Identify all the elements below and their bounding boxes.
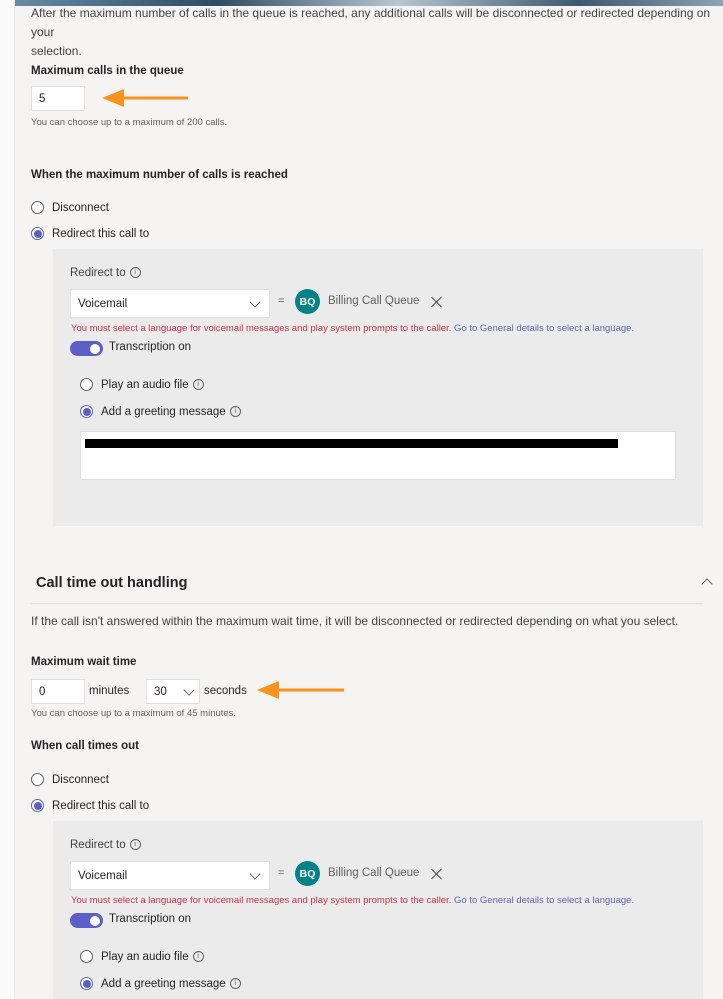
section-title: Call time out handling	[36, 575, 188, 591]
minutes-input[interactable]: 0	[31, 679, 85, 704]
transcription-label: Transcription on	[109, 913, 192, 925]
chevron-down-icon	[249, 868, 260, 879]
radio-circle-selected	[31, 227, 44, 240]
redirect-target-name: Billing Call Queue	[328, 867, 420, 879]
language-error: You must select a language for voicemail messages and play system prompts to the caller. Go to General details to select a language.	[71, 895, 635, 906]
info-icon: i	[230, 978, 241, 989]
max-calls-hint: You can choose up to a maximum of 200 calls.	[31, 117, 228, 128]
arrow-annotation	[255, 680, 347, 700]
general-details-link[interactable]: Go to General details to select a language.	[454, 895, 635, 906]
radio-label: Redirect this call to	[52, 227, 150, 240]
radio-play-audio[interactable]	[80, 950, 204, 963]
transcription-label: Transcription on	[109, 341, 192, 353]
redirect-to-label: Redirect to i	[70, 267, 141, 279]
radio-circle-selected	[31, 799, 44, 812]
redirect-panel	[53, 821, 703, 999]
info-icon: i	[230, 406, 241, 417]
radio-redirect[interactable]	[31, 227, 149, 240]
when-timeout-label: When call times out	[31, 740, 139, 752]
max-calls-label: Maximum calls in the queue	[31, 65, 184, 77]
minutes-unit: minutes	[89, 685, 130, 697]
equals-sign: =	[278, 295, 285, 307]
chevron-down-icon	[249, 296, 260, 307]
chevron-down-icon	[183, 684, 194, 695]
radio-circle	[80, 378, 93, 391]
radio-circle	[31, 201, 44, 214]
chevron-up-icon[interactable]	[701, 578, 712, 589]
left-rail	[0, 0, 15, 999]
radio-label: Add a greeting message	[101, 405, 226, 418]
radio-redirect[interactable]	[31, 799, 149, 812]
radio-circle-selected	[80, 977, 93, 990]
avatar: BQ	[295, 861, 320, 886]
timeout-intro: If the call isn't answered within the maximum wait time, it will be disconnected or redirected depending on what you select.	[31, 614, 679, 628]
radio-label: Play an audio file	[101, 950, 189, 963]
redaction-bar	[85, 439, 618, 448]
radio-circle	[31, 773, 44, 786]
info-icon: i	[193, 951, 204, 962]
radio-circle	[80, 950, 93, 963]
wait-time-label: Maximum wait time	[31, 656, 137, 668]
radio-disconnect[interactable]	[31, 773, 109, 786]
info-icon: i	[193, 379, 204, 390]
wait-time-hint: You can choose up to a maximum of 45 minutes.	[31, 708, 237, 719]
radio-play-audio[interactable]	[80, 378, 204, 391]
redirect-type-select[interactable]: Voicemail	[70, 289, 270, 318]
radio-label: Disconnect	[52, 201, 109, 214]
seconds-unit: seconds	[204, 685, 247, 697]
radio-label: Redirect this call to	[52, 799, 150, 812]
info-icon: i	[130, 839, 141, 850]
redirect-to-label: Redirect to i	[70, 839, 141, 851]
radio-label: Add a greeting message	[101, 977, 226, 990]
redirect-panel	[53, 249, 703, 526]
divider	[31, 603, 703, 604]
radio-greeting[interactable]	[80, 977, 241, 990]
redirect-target-name: Billing Call Queue	[328, 295, 420, 307]
max-calls-input[interactable]: 5	[31, 86, 85, 111]
language-error: You must select a language for voicemail messages and play system prompts to the caller. Go to General details to select a language.	[71, 323, 635, 334]
close-icon[interactable]	[431, 296, 443, 308]
radio-label: Play an audio file	[101, 378, 189, 391]
radio-circle-selected	[80, 405, 93, 418]
seconds-select[interactable]: 30	[146, 679, 200, 704]
radio-disconnect[interactable]	[31, 201, 109, 214]
radio-greeting[interactable]	[80, 405, 241, 418]
avatar: BQ	[295, 289, 320, 314]
equals-sign: =	[278, 867, 285, 879]
transcription-toggle[interactable]	[70, 913, 103, 928]
info-icon: i	[130, 267, 141, 278]
arrow-annotation	[100, 88, 192, 108]
redirect-type-select[interactable]: Voicemail	[70, 861, 270, 890]
when-reached-label: When the maximum number of calls is reached	[31, 169, 288, 181]
transcription-toggle[interactable]	[70, 341, 103, 356]
close-icon[interactable]	[431, 868, 443, 880]
general-details-link[interactable]: Go to General details to select a language.	[454, 323, 635, 334]
radio-label: Disconnect	[52, 773, 109, 786]
overflow-intro: After the maximum number of calls in the queue is reached, any additional calls will be disconnected or redirected depending on your selection.	[31, 6, 711, 58]
